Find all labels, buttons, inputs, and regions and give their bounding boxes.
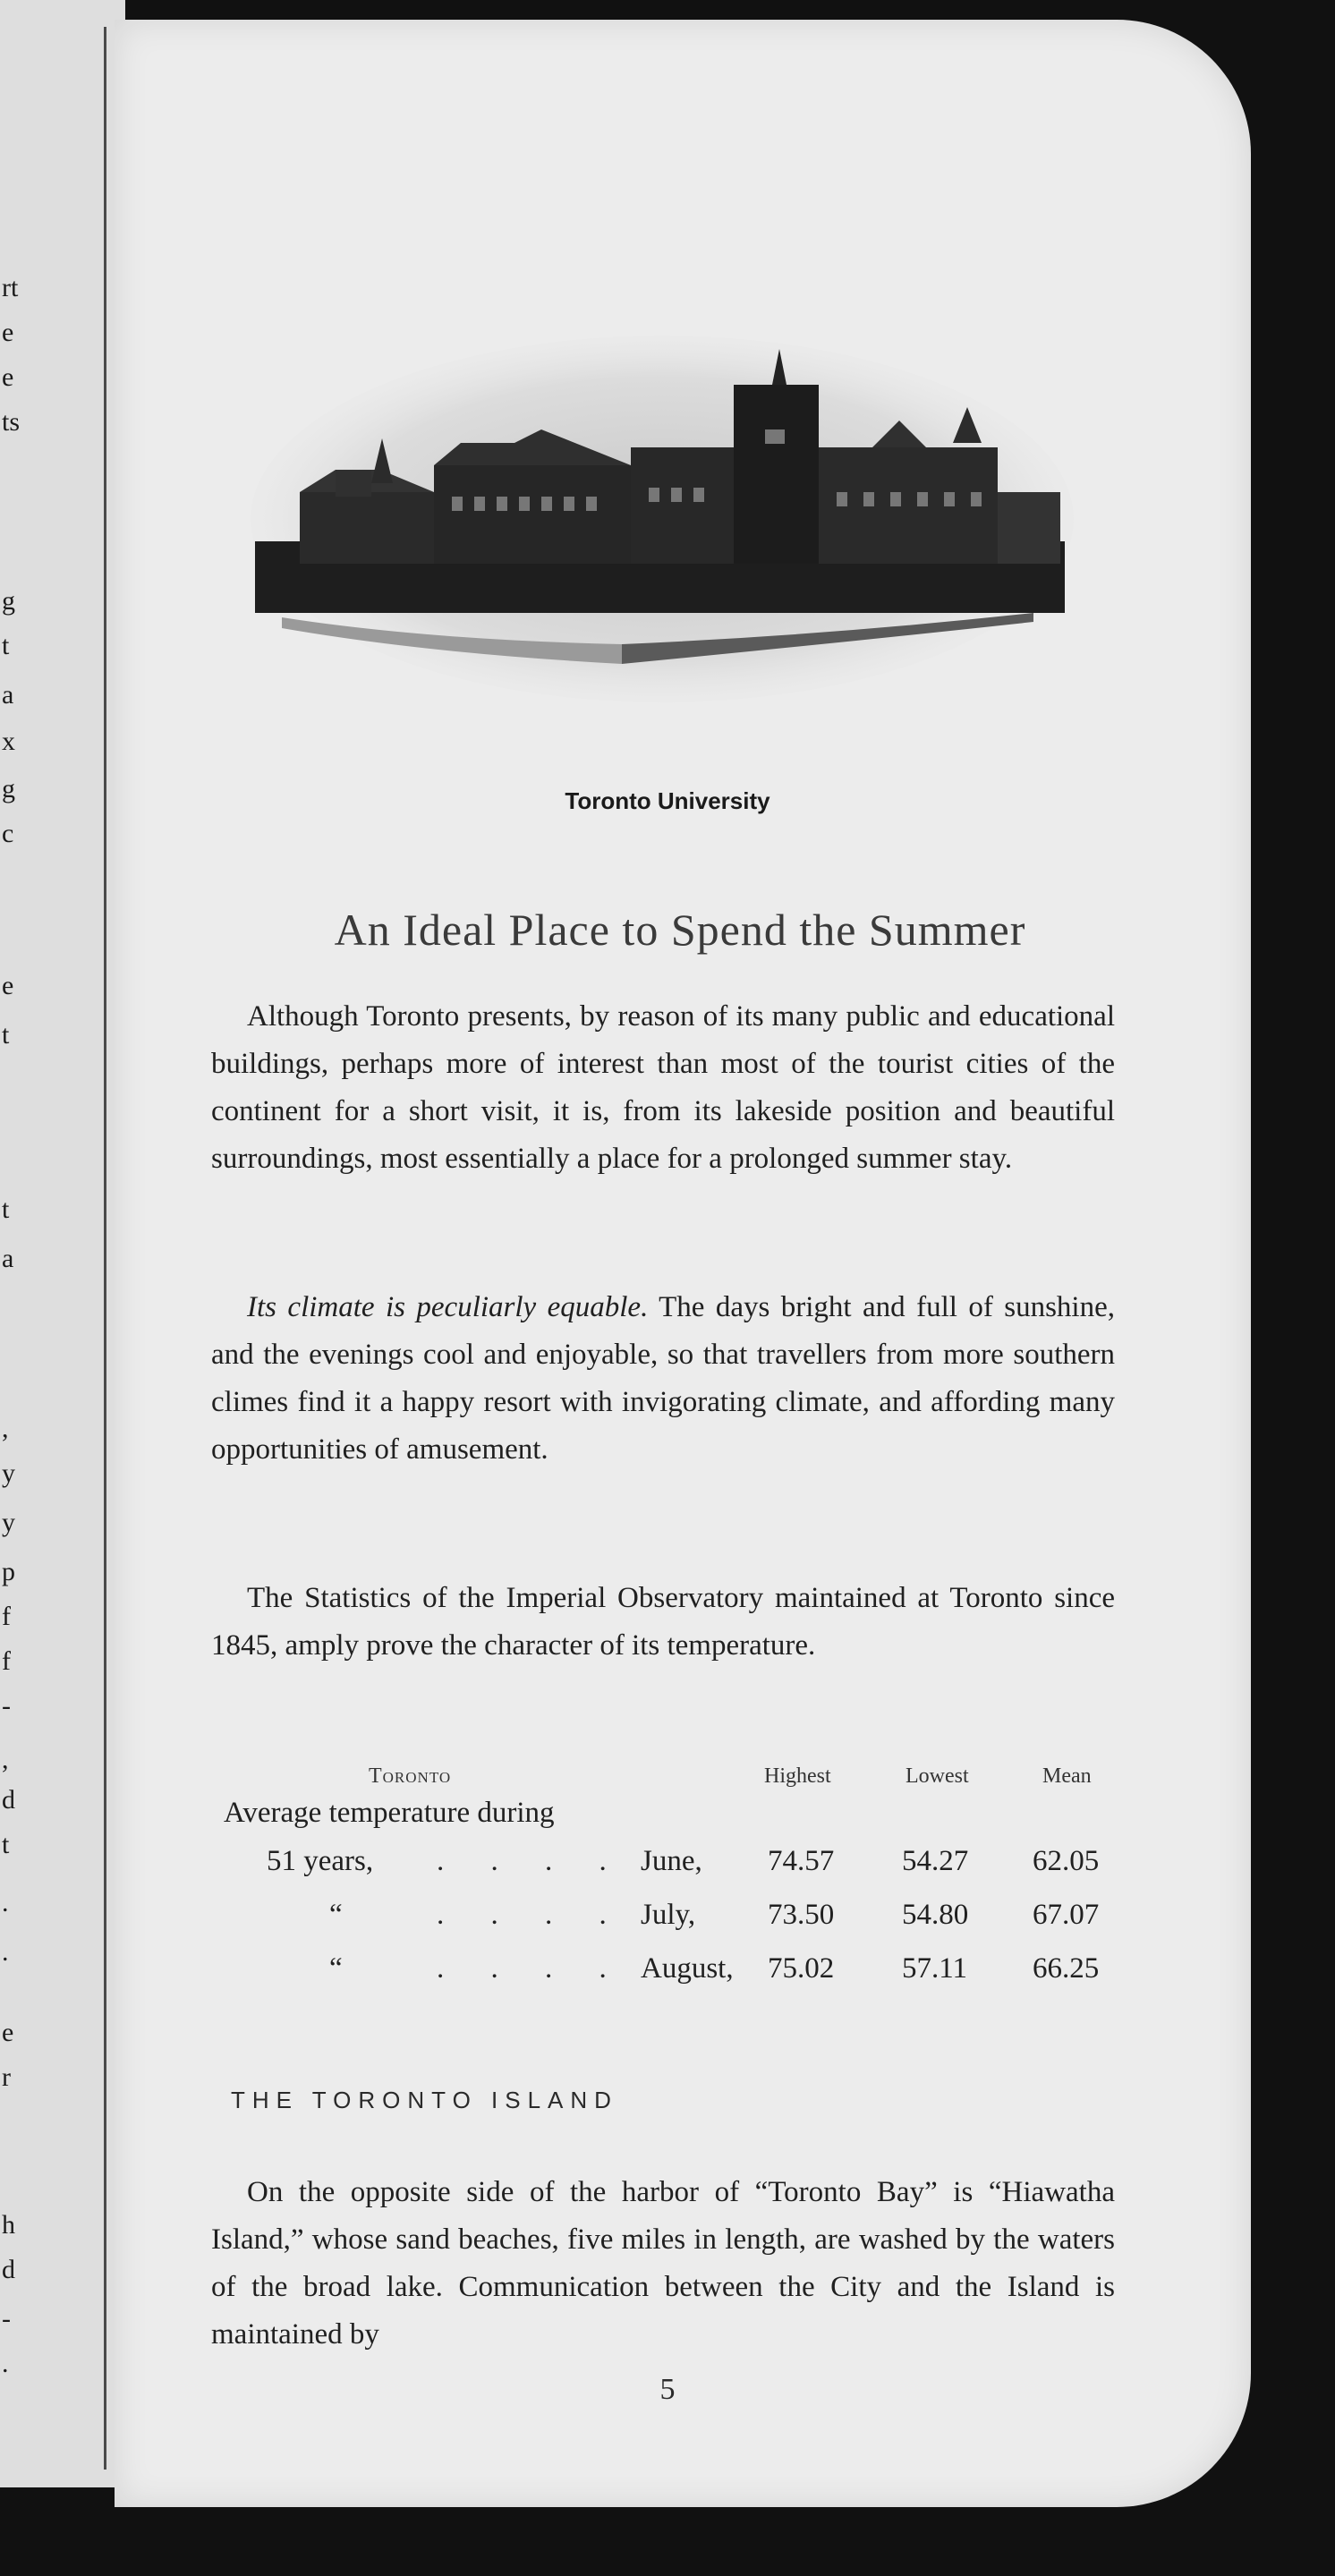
row-month: July,	[641, 1899, 696, 1931]
row-month: August,	[641, 1952, 734, 1985]
fragment: y	[2, 1458, 15, 1488]
climate-emphasis: Its climate is peculiarly equable.	[247, 1291, 649, 1323]
fragment: e	[2, 318, 14, 347]
table-row	[224, 1840, 1136, 1893]
paragraph-island-text: On the opposite side of the harbor of “Toronto Bay” is “Hiawatha Island,” whose sand beaches, five miles in length, are washed by the waters of the broad lake. Communication between the City and the Island is maintained by	[211, 2176, 1115, 2351]
fragment: e	[2, 362, 14, 392]
fragment: t	[2, 1020, 10, 1050]
header-city: Toronto	[369, 1764, 452, 1788]
university-photo	[246, 331, 1078, 707]
row-highest: 74.57	[768, 1845, 835, 1877]
fragment: e	[2, 2018, 14, 2047]
fragment: -	[2, 2304, 11, 2334]
header-lowest: Lowest	[906, 1764, 969, 1788]
book-gutter	[104, 27, 106, 2470]
fragment: .	[2, 2349, 9, 2378]
fragment: ts	[2, 407, 21, 437]
row-highest: 73.50	[768, 1899, 835, 1931]
table-caption: Average temperature during	[224, 1797, 555, 1829]
fragment: h	[2, 2210, 15, 2240]
row-month: June,	[641, 1845, 702, 1877]
paragraph-climate	[211, 1284, 1115, 1474]
table-row	[224, 1947, 1136, 2001]
fragment: rt	[2, 273, 19, 302]
fragment: .	[2, 1888, 9, 1917]
row-lowest: 54.80	[902, 1899, 969, 1931]
paragraph-island	[211, 2169, 1115, 2359]
header-highest: Highest	[764, 1764, 831, 1788]
row-highest: 75.02	[768, 1952, 835, 1985]
fragment: y	[2, 1508, 15, 1537]
table-header	[224, 1754, 1136, 1790]
table-row	[224, 1893, 1136, 1947]
fragment: f	[2, 1646, 11, 1676]
fragment: d	[2, 2255, 15, 2284]
photo-caption: Toronto University	[565, 787, 770, 814]
row-lowest: 54.27	[902, 1845, 969, 1877]
row-years: 51 years,	[267, 1845, 374, 1877]
fragment: t	[2, 631, 10, 660]
row-years: “	[329, 1952, 343, 1985]
fragment: a	[2, 680, 14, 710]
section-title: THE TORONTO ISLAND	[231, 2087, 618, 2113]
temperature-table	[224, 1754, 1136, 2001]
row-mean: 62.05	[1033, 1845, 1100, 1877]
fragment: .	[2, 1937, 9, 1967]
fragment: r	[2, 2062, 11, 2092]
fragment: ,	[2, 1745, 9, 1774]
fragment: g	[2, 586, 15, 616]
fragment: a	[2, 1244, 14, 1273]
fragment: ,	[2, 1414, 9, 1443]
paragraph-intro-text: Although Toronto presents, by reason of its many public and educational buildings, perhaps more of interest than most of the tourist cities of the continent for a short visit, it is, from its lakeside position and beautiful surroundings, most essentially a place for a prolonged summer stay.	[211, 1000, 1115, 1175]
fragment: g	[2, 774, 15, 803]
page-number: 5	[659, 2373, 676, 2406]
page-heading: An Ideal Place to Spend the Summer	[334, 905, 1026, 955]
row-years: “	[329, 1899, 343, 1931]
paragraph-intro	[211, 993, 1115, 1183]
row-lowest: 57.11	[902, 1952, 968, 1985]
fragment: t	[2, 1194, 10, 1224]
row-dots: . . . .	[437, 1899, 626, 1931]
fragment: d	[2, 1785, 15, 1815]
fragment: e	[2, 971, 14, 1000]
paragraph-statistics	[211, 1575, 1115, 1670]
fragment: -	[2, 1691, 11, 1721]
row-mean: 67.07	[1033, 1899, 1100, 1931]
facing-page	[0, 0, 125, 2487]
fragment: c	[2, 819, 14, 848]
row-dots: . . . .	[437, 1952, 626, 1985]
row-mean: 66.25	[1033, 1952, 1100, 1985]
paragraph-climate-text: The days bright and full of sunshine, and the evenings cool and enjoyable, so that travellers from more southern climes find it a happy resort with invigorating climate, and affording many opportunities of amusement.	[211, 1291, 1115, 1466]
row-dots: . . . .	[437, 1845, 626, 1877]
header-mean: Mean	[1042, 1764, 1092, 1788]
fragment: p	[2, 1557, 15, 1586]
paragraph-statistics-text: The Statistics of the Imperial Observatory maintained at Toronto since 1845, amply prove the character of its temperature.	[211, 1582, 1115, 1662]
fragment: f	[2, 1602, 11, 1631]
fragment: t	[2, 1830, 10, 1859]
fragment: x	[2, 727, 15, 756]
